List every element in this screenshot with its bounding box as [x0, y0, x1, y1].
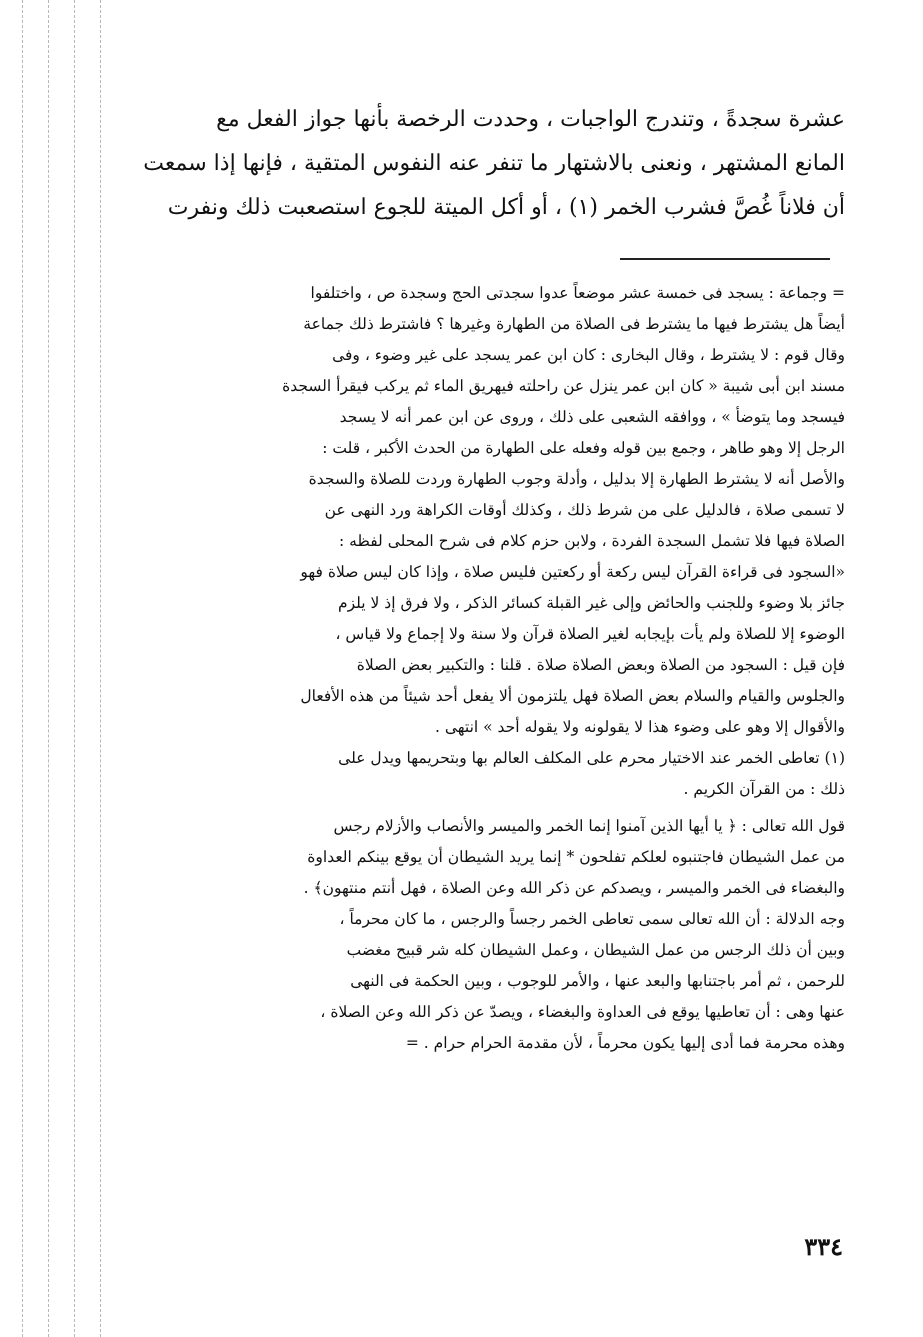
footnote-line: وهذه محرمة فما أدى إليها يكون محرماً ، لأن مقدمة الحرام حرام . = — [405, 1034, 845, 1052]
main-text-line: المانع المشتهر ، ونعنى بالاشتهار ما تنفر عنه النفوس المتقية ، فإنها إذا سمعت — [143, 151, 845, 176]
main-text-line: عشرة سجدةً ، وتندرج الواجبات ، وحددت الرخصة بأنها جواز الفعل مع — [216, 107, 845, 132]
main-text-block — [133, 98, 845, 230]
footnote-line: فيسجد وما يتوضأ » ، ووافقه الشعبى على ذلك ، وروى عن ابن عمر أنه لا يسجد — [339, 408, 845, 426]
footnote-line: (١) تعاطى الخمر عند الاختيار محرم على المكلف العالم بها وبتحريمها ويدل على — [338, 749, 845, 767]
footnote-line: «السجود فى قراءة القرآن ليس ركعة أو ركعتين فليس صلاة ، وإذا كان ليس صلاة فهو — [300, 563, 845, 581]
main-text-line: أن فلاناً غُصَّ فشرب الخمر (١) ، أو أكل الميتة للجوع استصعبت ذلك ونفرت — [167, 195, 845, 220]
footnote-line: عنها وهى : أن تعاطيها يوقع فى العداوة والبغضاء ، ويصدّ عن ذكر الله وعن الصلاة ، — [320, 1003, 845, 1021]
footnote-line: جائز بلا وضوء وللجنب والحائض وإلى غير القبلة كسائر الذكر ، ولا فرق إذ لا يلزم — [338, 594, 845, 612]
footnote-line: الوضوء إلا للصلاة ولم يأت بإيجابه لغير الصلاة قرآن ولا سنة ولا إجماع ولا قياس ، — [335, 625, 845, 643]
page-number: ٣٣٤ — [804, 1232, 843, 1261]
footnote-separator — [620, 258, 830, 260]
footnote-line: للرحمن ، ثم أمر باجتنابها والبعد عنها ، والأمر للوجوب ، وبين الحكمة فى النهى — [350, 972, 845, 990]
footnote-line: الصلاة فيها فلا تشمل السجدة الفردة ، ولابن حزم كلام فى شرح المحلى لفظه : — [339, 532, 845, 550]
footnote-line: لا تسمى صلاة ، فالدليل على من شرط ذلك ، وكذلك أوقات الكراهة ورد النهى عن — [324, 501, 845, 519]
footnote-line: من عمل الشيطان فاجتنبوه لعلكم تفلحون * إنما يريد الشيطان أن يوقع بينكم العداوة — [307, 848, 845, 866]
footnote-line: قول الله تعالى : ﴿ يا أيها الذين آمنوا إنما الخمر والميسر والأنصاب والأزلام رجس — [333, 817, 845, 835]
footnote-line: والجلوس والقيام والسلام بعض الصلاة فهل يلتزمون ألا يفعل أحد شيئاً من هذه الأفعال — [300, 687, 845, 705]
footnote-line: والبغضاء فى الخمر والميسر ، ويصدكم عن ذكر الله وعن الصلاة ، فهل أنتم منتهون﴾ . — [303, 879, 845, 897]
footnote-line: وقال قوم : لا يشترط ، وقال البخارى : كان ابن عمر يسجد على غير وضوء ، وفى — [332, 346, 845, 364]
footnote-line: والأقوال إلا وهو على وضوء هذا لا يقولونه ولا يقوله أحد » انتهى . — [434, 718, 845, 736]
footnote-line: = وجماعة : يسجد فى خمسة عشر موضعاً عدوا سجدتى الحج وسجدة ص ، واختلفوا — [310, 284, 845, 302]
footnotes-block — [133, 278, 845, 1059]
footnote-line: أيضاً هل يشترط فيها ما يشترط فى الصلاة من الطهارة وغيرها ؟ فاشترط ذلك جماعة — [303, 315, 845, 333]
footnote-line: الرجل إلا وهو طاهر ، وجمع بين قوله وفعله على الطهارة من الحدث الأكبر ، قلت : — [322, 439, 845, 457]
scan-margin-line — [100, 0, 101, 1337]
scan-margin-line — [74, 0, 75, 1337]
scan-margin-line — [48, 0, 49, 1337]
scan-margin-line — [22, 0, 23, 1337]
footnote-line: والأصل أنه لا يشترط الطهارة إلا بدليل ، وأدلة وجوب الطهارة وردت للصلاة والسجدة — [308, 470, 845, 488]
footnote-line: فإن قيل : السجود من الصلاة وبعض الصلاة صلاة . قلنا : والتكبير بعض الصلاة — [356, 656, 845, 674]
footnote-line: وبين أن ذلك الرجس من عمل الشيطان ، وعمل الشيطان كله شر قبيح مغضب — [346, 941, 845, 959]
footnote-line: وجه الدلالة : أن الله تعالى سمى تعاطى الخمر رجساً والرجس ، ما كان محرماً ، — [339, 910, 845, 928]
footnote-line: ذلك : من القرآن الكريم . — [683, 780, 845, 798]
footnote-line: مسند ابن أبى شيبة « كان ابن عمر ينزل عن راحلته فيهريق الماء ثم يركب فيقرأ السجدة — [282, 377, 845, 395]
